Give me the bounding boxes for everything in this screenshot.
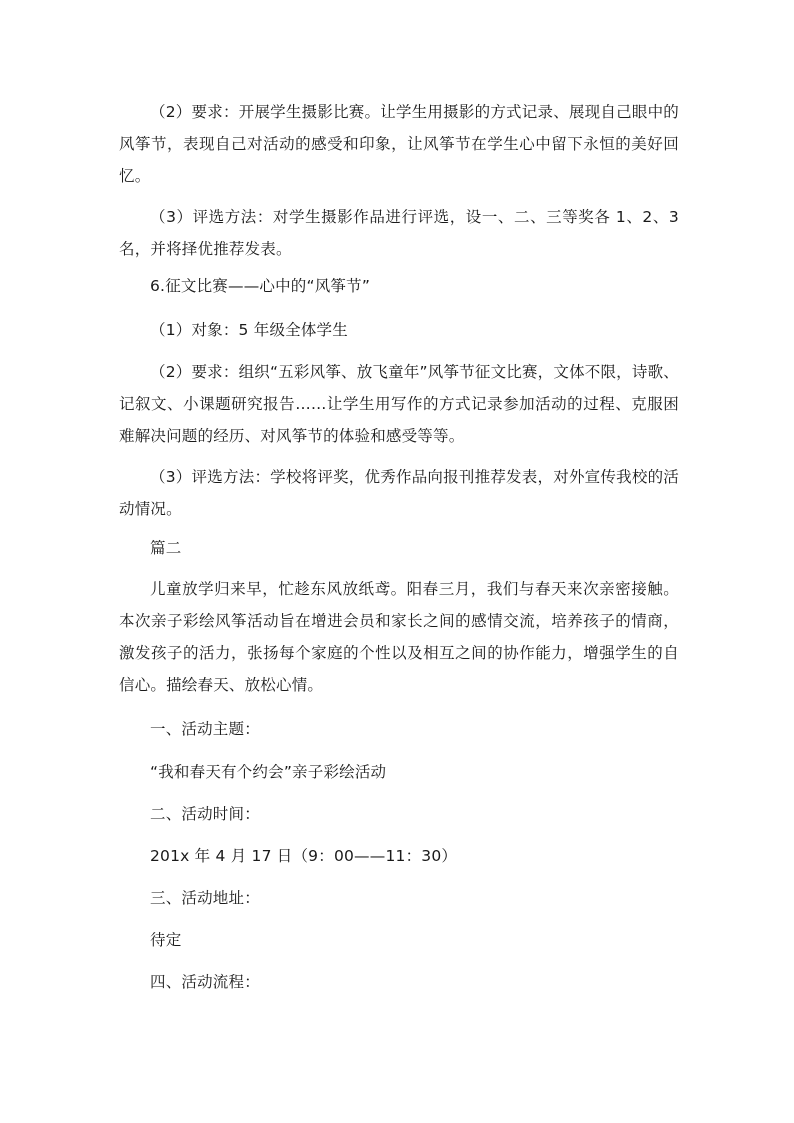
activity-location-heading: 三、活动地址：: [150, 889, 260, 907]
essay-contest-judging: （3）评选方法：学校将评奖，优秀作品向报刊推荐发表，对外宣传我校的活动情况。: [119, 468, 679, 518]
essay-contest-requirements: （2）要求：组织“五彩风筝、放飞童年”风筝节征文比赛，文体不限，诗歌、记叙文、小课题研究报告……让学生用写作的方式记录参加活动的过程、克服困难解决问题的经历、对风筝节的体验和感受等等。: [119, 363, 679, 445]
photo-contest-judging: （3）评选方法：对学生摄影作品进行评选，设一、二、三等奖各 1、2、3 名，并将择优推荐发表。: [119, 208, 679, 258]
part-two-introduction: 儿童放学归来早，忙趁东风放纸鸢。阳春三月，我们与春天来次亲密接触。本次亲子彩绘风筝活动旨在增进会员和家长之间的感情交流，培养孩子的情商，激发孩子的活力，张扬每个家庭的个性以及相互之间的协作能力，增强学生的自信心。描绘春天、放松心情。: [119, 580, 679, 694]
activity-theme: “我和春天有个约会”亲子彩绘活动: [150, 763, 387, 781]
activity-time-heading: 二、活动时间：: [150, 805, 260, 823]
activity-process-heading: 四、活动流程：: [150, 973, 260, 991]
activity-theme-heading: 一、活动主题：: [150, 720, 260, 738]
photo-contest-requirements: （2）要求：开展学生摄影比赛。让学生用摄影的方式记录、展现自己眼中的风筝节，表现自己对活动的感受和印象，让风筝节在学生心中留下永恒的美好回忆。: [119, 103, 679, 185]
activity-time: 201x 年 4 月 17 日（9：00——11：30）: [150, 847, 458, 865]
activity-location: 待定: [150, 931, 182, 949]
section-heading-part-two: 篇二: [150, 539, 182, 557]
essay-contest-target: （1）对象：5 年级全体学生: [150, 321, 348, 339]
essay-contest-heading: 6.征文比赛——心中的“风筝节”: [150, 277, 371, 295]
